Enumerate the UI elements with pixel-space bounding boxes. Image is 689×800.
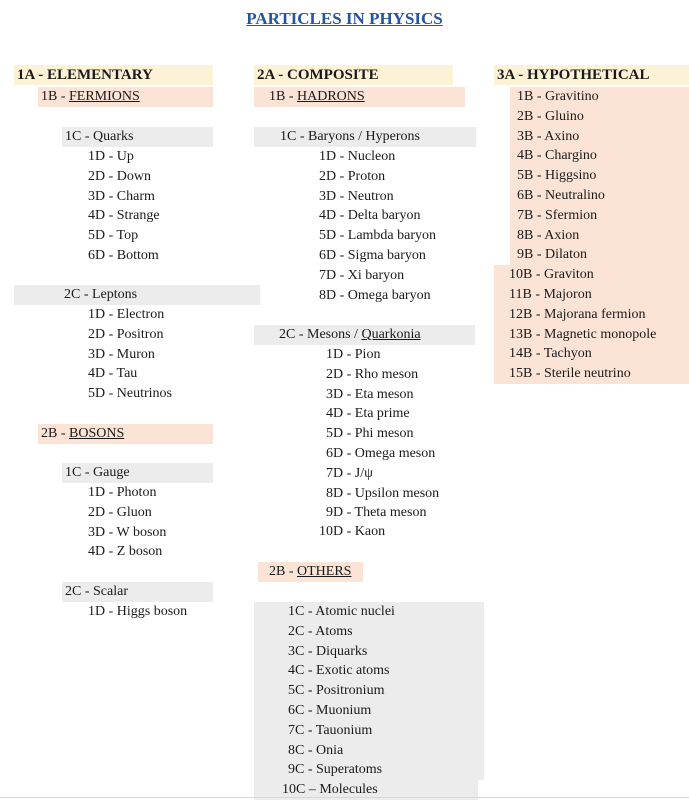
baryon-item [319, 246, 426, 266]
fermions-label: FERMIONS [69, 89, 140, 104]
other-item [254, 721, 484, 741]
hypothetical-item [510, 206, 689, 226]
lepton-item-text: 4D - Tau [88, 366, 138, 382]
page-title [0, 9, 689, 29]
baryon-item [319, 167, 385, 187]
hypothetical-item [510, 127, 689, 147]
others-label: OTHERS [297, 564, 352, 579]
meson-item [319, 522, 385, 542]
baryon-item-text: 7D - Xi baryon [319, 267, 405, 283]
baryon-item [319, 147, 395, 167]
lepton-item-text: 3D - Muron [88, 346, 155, 362]
baryon-item [319, 266, 404, 286]
mesons-prefix: 2C - Mesons / [279, 327, 362, 342]
other-item [254, 741, 484, 761]
other-item-text: 6C - Muonium [288, 703, 372, 718]
other-item-text: 10C – Molecules [282, 782, 378, 798]
baryon-item [319, 187, 394, 207]
subsection-fermions [38, 87, 213, 107]
hypothetical-item [494, 285, 689, 305]
hypothetical-item-text: 5B - Higgsino [517, 168, 597, 184]
hypothetical-item [510, 87, 689, 107]
group-scalar-text: 2C - Scalar [65, 584, 128, 599]
meson-item [326, 484, 439, 504]
quark-item [88, 246, 159, 266]
others-prefix: 2B - [269, 564, 297, 579]
quark-item-text: 2D - Down [88, 168, 151, 184]
hypothetical-item-text: 2B - Gluino [517, 108, 584, 124]
meson-item [326, 404, 410, 424]
hypothetical-item [510, 107, 689, 127]
scalar-item-text: 1D - Higgs boson [88, 604, 188, 619]
group-leptons [14, 285, 260, 305]
gauge-item [88, 542, 162, 562]
group-mesons [254, 325, 475, 345]
hypothetical-item [510, 146, 689, 166]
baryon-item-text: 8D - Omega baryon [319, 287, 431, 303]
section-heading-hypothetical-text: 3A - HYPOTHETICAL [497, 67, 650, 83]
meson-item-text: 10D - Kaon [319, 524, 386, 539]
other-item [254, 681, 484, 701]
hadrons-label: HADRONS [297, 89, 365, 104]
gauge-item [88, 483, 156, 503]
group-quarks-text: 1C - Quarks [65, 129, 134, 144]
quark-item-text: 3D - Charm [88, 188, 155, 204]
lepton-item [88, 384, 172, 404]
gauge-item-text: 4D - Z boson [88, 544, 163, 560]
group-baryons-text: 1C - Baryons / Hyperons [280, 129, 420, 144]
scalar-item [88, 602, 187, 622]
group-leptons-text: 2C - Leptons [64, 287, 138, 302]
other-item-text: 8C - Onia [288, 742, 344, 758]
hypothetical-item-text: 6B - Neutralino [517, 188, 605, 203]
hypothetical-item-text: 10B - Graviton [509, 267, 594, 283]
other-item-text: 3C - Diquarks [288, 643, 368, 659]
other-item [254, 701, 484, 721]
meson-item-text: 1D - Pion [326, 347, 381, 362]
other-item-text: 9C - Superatoms [288, 762, 383, 778]
subsection-bosons [38, 424, 213, 444]
meson-item-text: 5D - Phi meson [326, 426, 414, 442]
hypothetical-item-text: 9B - Dilaton [517, 247, 587, 263]
hypothetical-item [494, 305, 689, 325]
baryon-item-text: 2D - Proton [319, 168, 386, 184]
hypothetical-item-text: 11B - Majoron [509, 287, 592, 302]
quark-item-text: 4D - Strange [88, 208, 160, 224]
fermions-prefix: 1B - [41, 89, 69, 104]
section-heading-composite-text: 2A - COMPOSITE [257, 67, 379, 83]
subsection-hadrons [254, 87, 465, 107]
gauge-item [88, 503, 152, 523]
baryon-item [319, 226, 436, 246]
group-gauge [62, 463, 213, 483]
lepton-item [88, 325, 163, 345]
section-heading-elementary [14, 65, 213, 85]
meson-item [326, 345, 380, 365]
hypothetical-item-text: 8B - Axion [517, 227, 580, 243]
lepton-item [88, 345, 155, 365]
quark-item [88, 226, 138, 246]
lepton-item-text: 1D - Electron [88, 307, 165, 322]
meson-item [326, 424, 414, 444]
hypothetical-item-text: 12B - Majorana fermion [509, 306, 646, 322]
section-heading-composite [254, 65, 453, 85]
baryon-item-text: 5D - Lambda baryon [319, 228, 437, 244]
hypothetical-item [510, 166, 689, 186]
baryon-item-text: 1D - Nucleon [319, 149, 396, 164]
title-text: PARTICLES IN PHYSICS [246, 9, 443, 28]
hypothetical-item [494, 265, 689, 285]
baryon-item [319, 286, 431, 306]
quark-item [88, 206, 160, 226]
group-baryons [254, 127, 476, 147]
mesons-suffix: Quarkonia [361, 327, 421, 342]
meson-item-text: 7D - J/ψ [326, 465, 373, 481]
other-item-text: 5C - Positronium [288, 683, 385, 699]
group-quarks [62, 127, 213, 147]
hypothetical-item-text: 13B - Magnetic monopole [509, 326, 657, 342]
other-item [254, 661, 484, 681]
baryon-item-text: 4D - Delta baryon [319, 208, 421, 224]
gauge-item-text: 1D - Photon [88, 485, 157, 500]
hypothetical-item [510, 245, 689, 265]
baryon-item [319, 206, 420, 226]
other-item-text: 1C - Atomic nuclei [288, 604, 395, 619]
hypothetical-item-text: 3B - Axino [517, 128, 580, 144]
hypothetical-item [510, 226, 689, 246]
gauge-item [88, 523, 166, 543]
other-item [254, 642, 484, 662]
meson-item [326, 444, 435, 464]
meson-item-text: 9D - Theta meson [326, 505, 427, 521]
meson-item [326, 385, 413, 405]
hypothetical-item [510, 186, 689, 206]
hypothetical-item-text: 1B - Gravitino [517, 89, 599, 104]
hypothetical-item-text: 4B - Chargino [517, 148, 597, 164]
quark-item [88, 147, 134, 167]
quark-item-text: 1D - Up [88, 149, 134, 164]
hypothetical-item-text: 7B - Sfermion [517, 207, 598, 223]
hypothetical-item [494, 344, 689, 364]
page-edge-line [0, 797, 689, 798]
subsection-others [258, 562, 363, 582]
hypothetical-item [494, 325, 689, 345]
gauge-item-text: 3D - W boson [88, 524, 167, 540]
lepton-item [88, 305, 164, 325]
section-heading-elementary-text: 1A - ELEMENTARY [17, 67, 153, 83]
meson-item-text: 8D - Upsilon meson [326, 485, 440, 501]
bosons-prefix: 2B - [41, 426, 69, 441]
meson-item [326, 464, 373, 484]
other-item-text: 4C - Exotic atoms [288, 663, 390, 679]
lepton-item-text: 5D - Neutrinos [88, 386, 172, 402]
bosons-label: BOSONS [69, 426, 125, 441]
quark-item [88, 167, 151, 187]
other-item-text: 7C - Tauonium [288, 722, 373, 738]
meson-item-text: 6D - Omega meson [326, 446, 436, 461]
quark-item [88, 187, 155, 207]
lepton-item-text: 2D - Positron [88, 326, 164, 342]
baryon-item-text: 6D - Sigma baryon [319, 248, 426, 263]
group-scalar [62, 582, 213, 602]
meson-item [326, 503, 426, 523]
other-item [254, 602, 484, 622]
group-gauge-text: 1C - Gauge [65, 465, 130, 480]
other-item-text: 2C - Atoms [288, 623, 353, 639]
meson-item-text: 3D - Eta meson [326, 386, 414, 402]
hypothetical-item-text: 15B - Sterile neutrino [509, 366, 631, 382]
hadrons-prefix: 1B - [269, 89, 297, 104]
gauge-item-text: 2D - Gluon [88, 504, 152, 520]
other-item [254, 622, 484, 642]
baryon-item-text: 3D - Neutron [319, 188, 394, 204]
hypothetical-item-text: 14B - Tachyon [509, 346, 592, 362]
meson-item [326, 365, 418, 385]
quark-item-text: 5D - Top [88, 228, 139, 244]
hypothetical-item [494, 364, 689, 384]
section-heading-hypothetical [494, 65, 689, 85]
meson-item-text: 2D - Rho meson [326, 366, 419, 382]
other-item [254, 760, 484, 780]
lepton-item [88, 364, 137, 384]
meson-item-text: 4D - Eta prime [326, 406, 410, 422]
quark-item-text: 6D - Bottom [88, 248, 159, 263]
